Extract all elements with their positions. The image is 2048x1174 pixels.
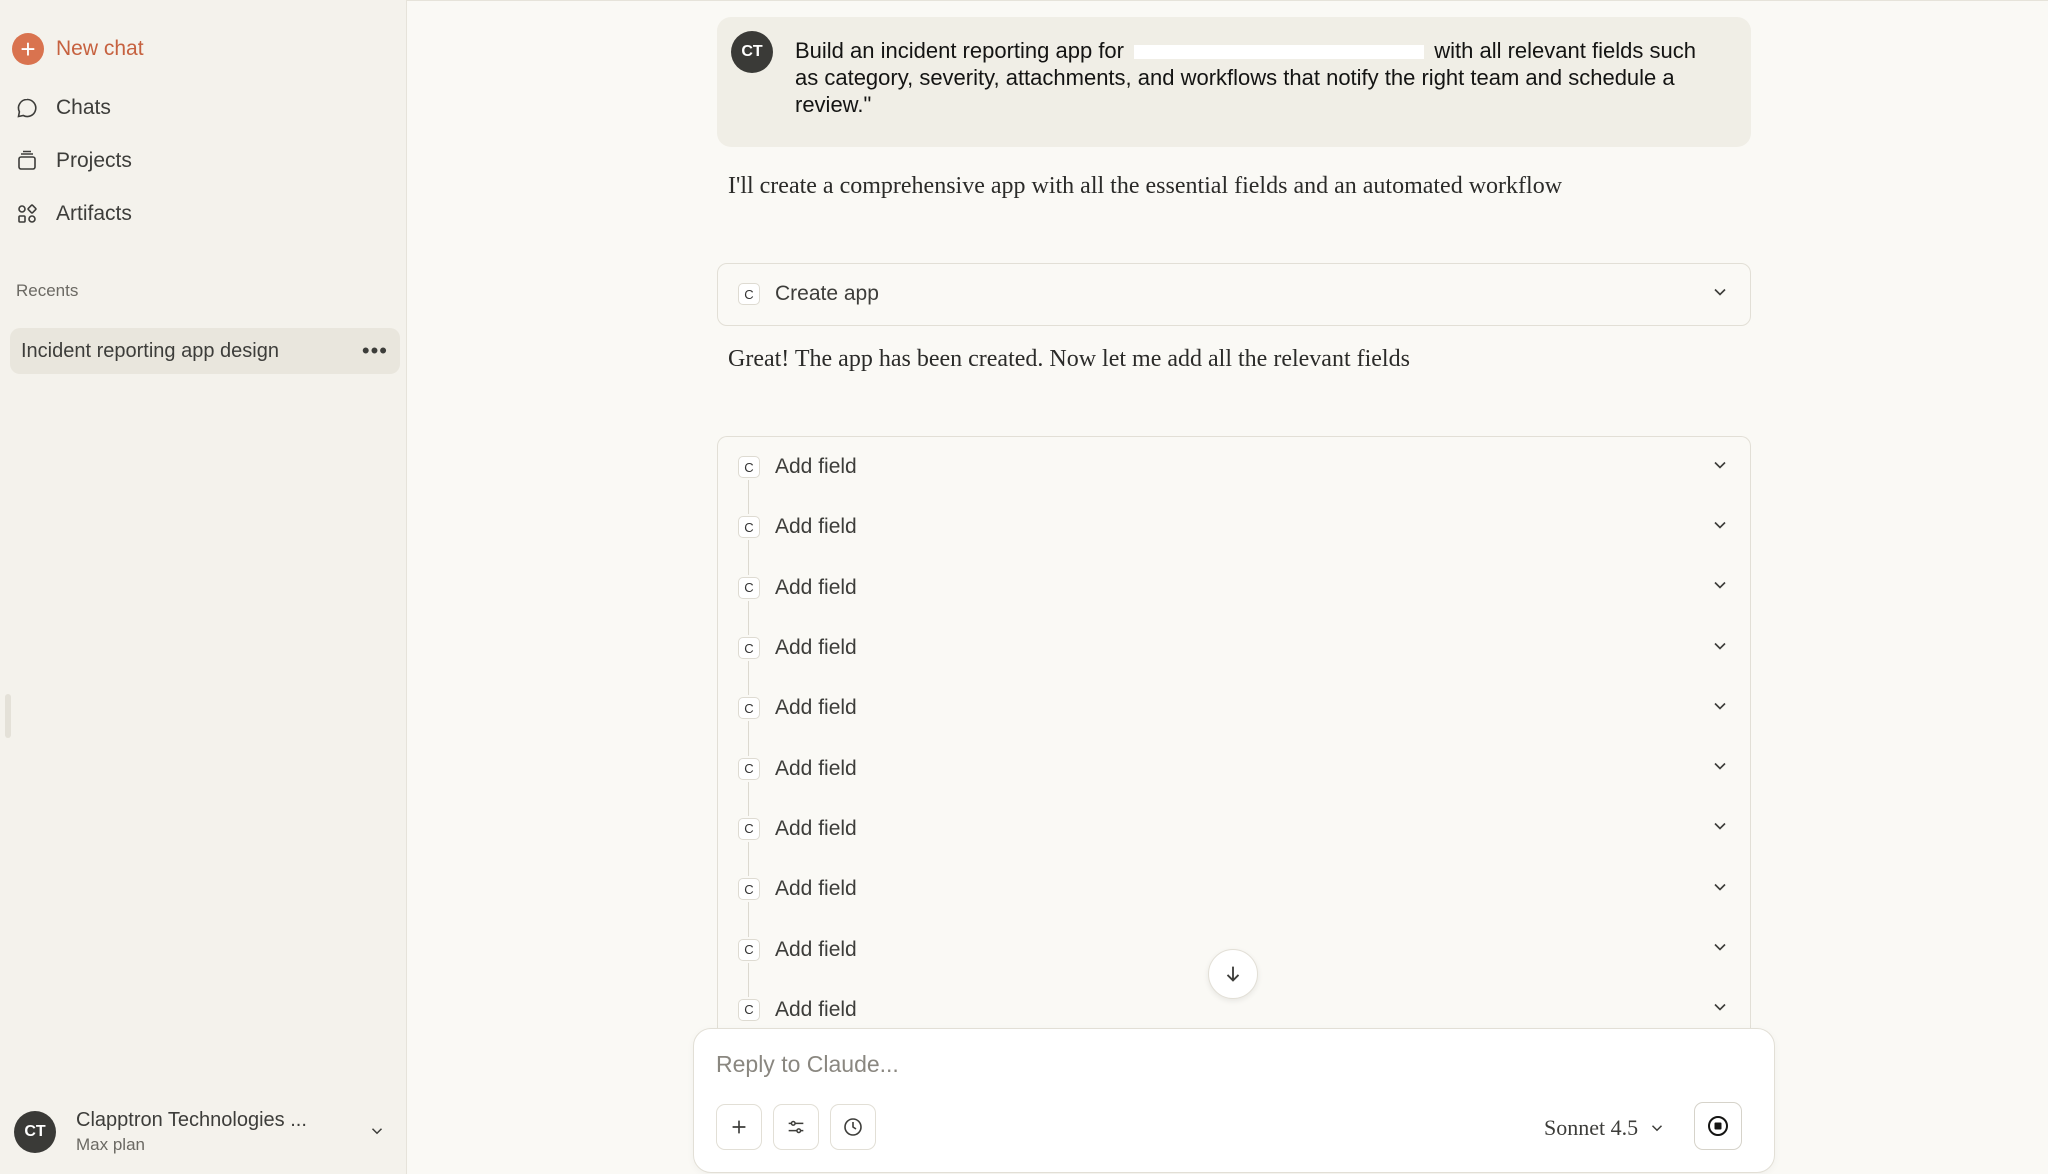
sidebar-item-label: Projects bbox=[56, 149, 132, 172]
assistant-message: Great! The app has been created. Now let me add all the relevant fields bbox=[728, 346, 1410, 372]
tool-call-row[interactable] bbox=[718, 678, 1750, 738]
chevron-down-icon bbox=[1710, 877, 1730, 902]
tool-call-row[interactable] bbox=[718, 437, 1750, 497]
user-message-part-1: Build an incident reporting app for bbox=[795, 38, 1124, 63]
tool-call-row[interactable] bbox=[718, 859, 1750, 919]
reply-input[interactable]: Reply to Claude... bbox=[716, 1051, 899, 1077]
connector-badge-icon: C bbox=[738, 516, 760, 538]
sidebar-item-chats[interactable] bbox=[12, 86, 111, 130]
chevron-down-icon bbox=[1710, 997, 1730, 1022]
connector-badge-icon: C bbox=[738, 697, 760, 719]
tool-call-label: Add field bbox=[775, 515, 857, 539]
tool-call-label: Add field bbox=[775, 816, 857, 840]
avatar: CT bbox=[14, 1111, 56, 1153]
artifacts-icon bbox=[12, 199, 42, 229]
plus-icon: + bbox=[12, 33, 44, 65]
connector-badge-icon: C bbox=[738, 577, 760, 599]
tools-settings-button[interactable] bbox=[773, 1104, 819, 1150]
model-name: Sonnet 4.5 bbox=[1544, 1115, 1639, 1140]
chevron-down-icon bbox=[1710, 937, 1730, 962]
user-message bbox=[717, 17, 1751, 147]
connector-badge-icon: C bbox=[738, 637, 760, 659]
tool-call-row[interactable] bbox=[718, 799, 1750, 859]
account-name: Clapptron Technologies ... bbox=[76, 1109, 307, 1131]
more-options-icon[interactable]: ••• bbox=[361, 338, 388, 363]
redacted-text bbox=[1134, 45, 1424, 59]
connector-badge-icon: C bbox=[738, 456, 760, 478]
chevron-down-icon bbox=[1710, 696, 1730, 721]
tool-call-row[interactable] bbox=[718, 618, 1750, 678]
tool-call-label: Add field bbox=[775, 997, 857, 1021]
sidebar-item-label: Chats bbox=[56, 96, 111, 119]
chat-bubble-icon bbox=[12, 93, 42, 123]
tool-call-label: Create app bbox=[775, 282, 879, 306]
connector-badge-icon: C bbox=[738, 283, 760, 305]
tool-call-row[interactable] bbox=[718, 264, 1750, 324]
chevron-down-icon bbox=[368, 1122, 386, 1145]
sidebar-item-label: Artifacts bbox=[56, 202, 132, 225]
user-message-text bbox=[795, 37, 1725, 118]
arrow-down-icon bbox=[1222, 963, 1244, 985]
avatar: CT bbox=[731, 31, 773, 73]
recent-chat-title: Incident reporting app design bbox=[21, 339, 279, 362]
sidebar-item-artifacts[interactable] bbox=[12, 192, 132, 236]
tool-call-label: Add field bbox=[775, 636, 857, 660]
model-selector[interactable] bbox=[1544, 1115, 1666, 1141]
tool-call-label: Add field bbox=[775, 937, 857, 961]
account-plan: Max plan bbox=[76, 1135, 145, 1154]
account-menu[interactable] bbox=[14, 1108, 394, 1156]
chevron-down-icon bbox=[1710, 816, 1730, 841]
connector-badge-icon: C bbox=[738, 999, 760, 1021]
chevron-down-icon bbox=[1710, 575, 1730, 600]
clock-icon bbox=[841, 1115, 865, 1139]
tool-call-row[interactable] bbox=[718, 738, 1750, 798]
tool-call-label: Add field bbox=[775, 877, 857, 901]
tool-call-label: Add field bbox=[775, 696, 857, 720]
stop-button[interactable] bbox=[1694, 1102, 1742, 1150]
tool-call-row[interactable] bbox=[718, 497, 1750, 557]
add-attachment-button[interactable] bbox=[716, 1104, 762, 1150]
connector-badge-icon: C bbox=[738, 818, 760, 840]
account-info bbox=[76, 1109, 307, 1155]
tool-call-create-app[interactable] bbox=[717, 263, 1751, 326]
user-message-part-2: with all relevant fields such as category, severity, attachments, and workflows that notify the right team and schedule a review." bbox=[795, 38, 1696, 117]
new-chat-label: New chat bbox=[56, 37, 144, 60]
chevron-down-icon bbox=[1710, 515, 1730, 540]
connector-badge-icon: C bbox=[738, 758, 760, 780]
tool-call-row[interactable] bbox=[718, 558, 1750, 618]
connector-badge-icon: C bbox=[738, 939, 760, 961]
scroll-to-bottom-button[interactable] bbox=[1208, 949, 1258, 999]
chevron-down-icon bbox=[1710, 756, 1730, 781]
assistant-message: I'll create a comprehensive app with all the essential fields and an automated workflow bbox=[728, 173, 1563, 199]
recents-heading: Recents bbox=[16, 281, 79, 300]
tool-call-label: Add field bbox=[775, 455, 857, 479]
tool-call-label: Add field bbox=[775, 756, 857, 780]
tool-call-group-add-fields bbox=[717, 436, 1751, 1036]
composer bbox=[693, 1028, 1775, 1173]
chat-main bbox=[407, 0, 2048, 1174]
plus-icon bbox=[728, 1116, 750, 1138]
folder-icon bbox=[12, 146, 42, 176]
sidebar-resize-handle[interactable] bbox=[5, 694, 11, 738]
sliders-icon bbox=[785, 1116, 807, 1138]
tool-call-label: Add field bbox=[775, 575, 857, 599]
chevron-down-icon bbox=[1710, 282, 1730, 307]
chevron-down-icon bbox=[1710, 636, 1730, 661]
sidebar-item-projects[interactable] bbox=[12, 139, 132, 183]
connector-badge-icon: C bbox=[738, 878, 760, 900]
recent-chat-item[interactable] bbox=[10, 328, 400, 374]
sidebar bbox=[0, 0, 407, 1174]
history-button[interactable] bbox=[830, 1104, 876, 1150]
chevron-down-icon bbox=[1648, 1119, 1666, 1137]
stop-icon bbox=[1706, 1114, 1730, 1138]
new-chat-button[interactable] bbox=[12, 27, 144, 71]
chevron-down-icon bbox=[1710, 455, 1730, 480]
